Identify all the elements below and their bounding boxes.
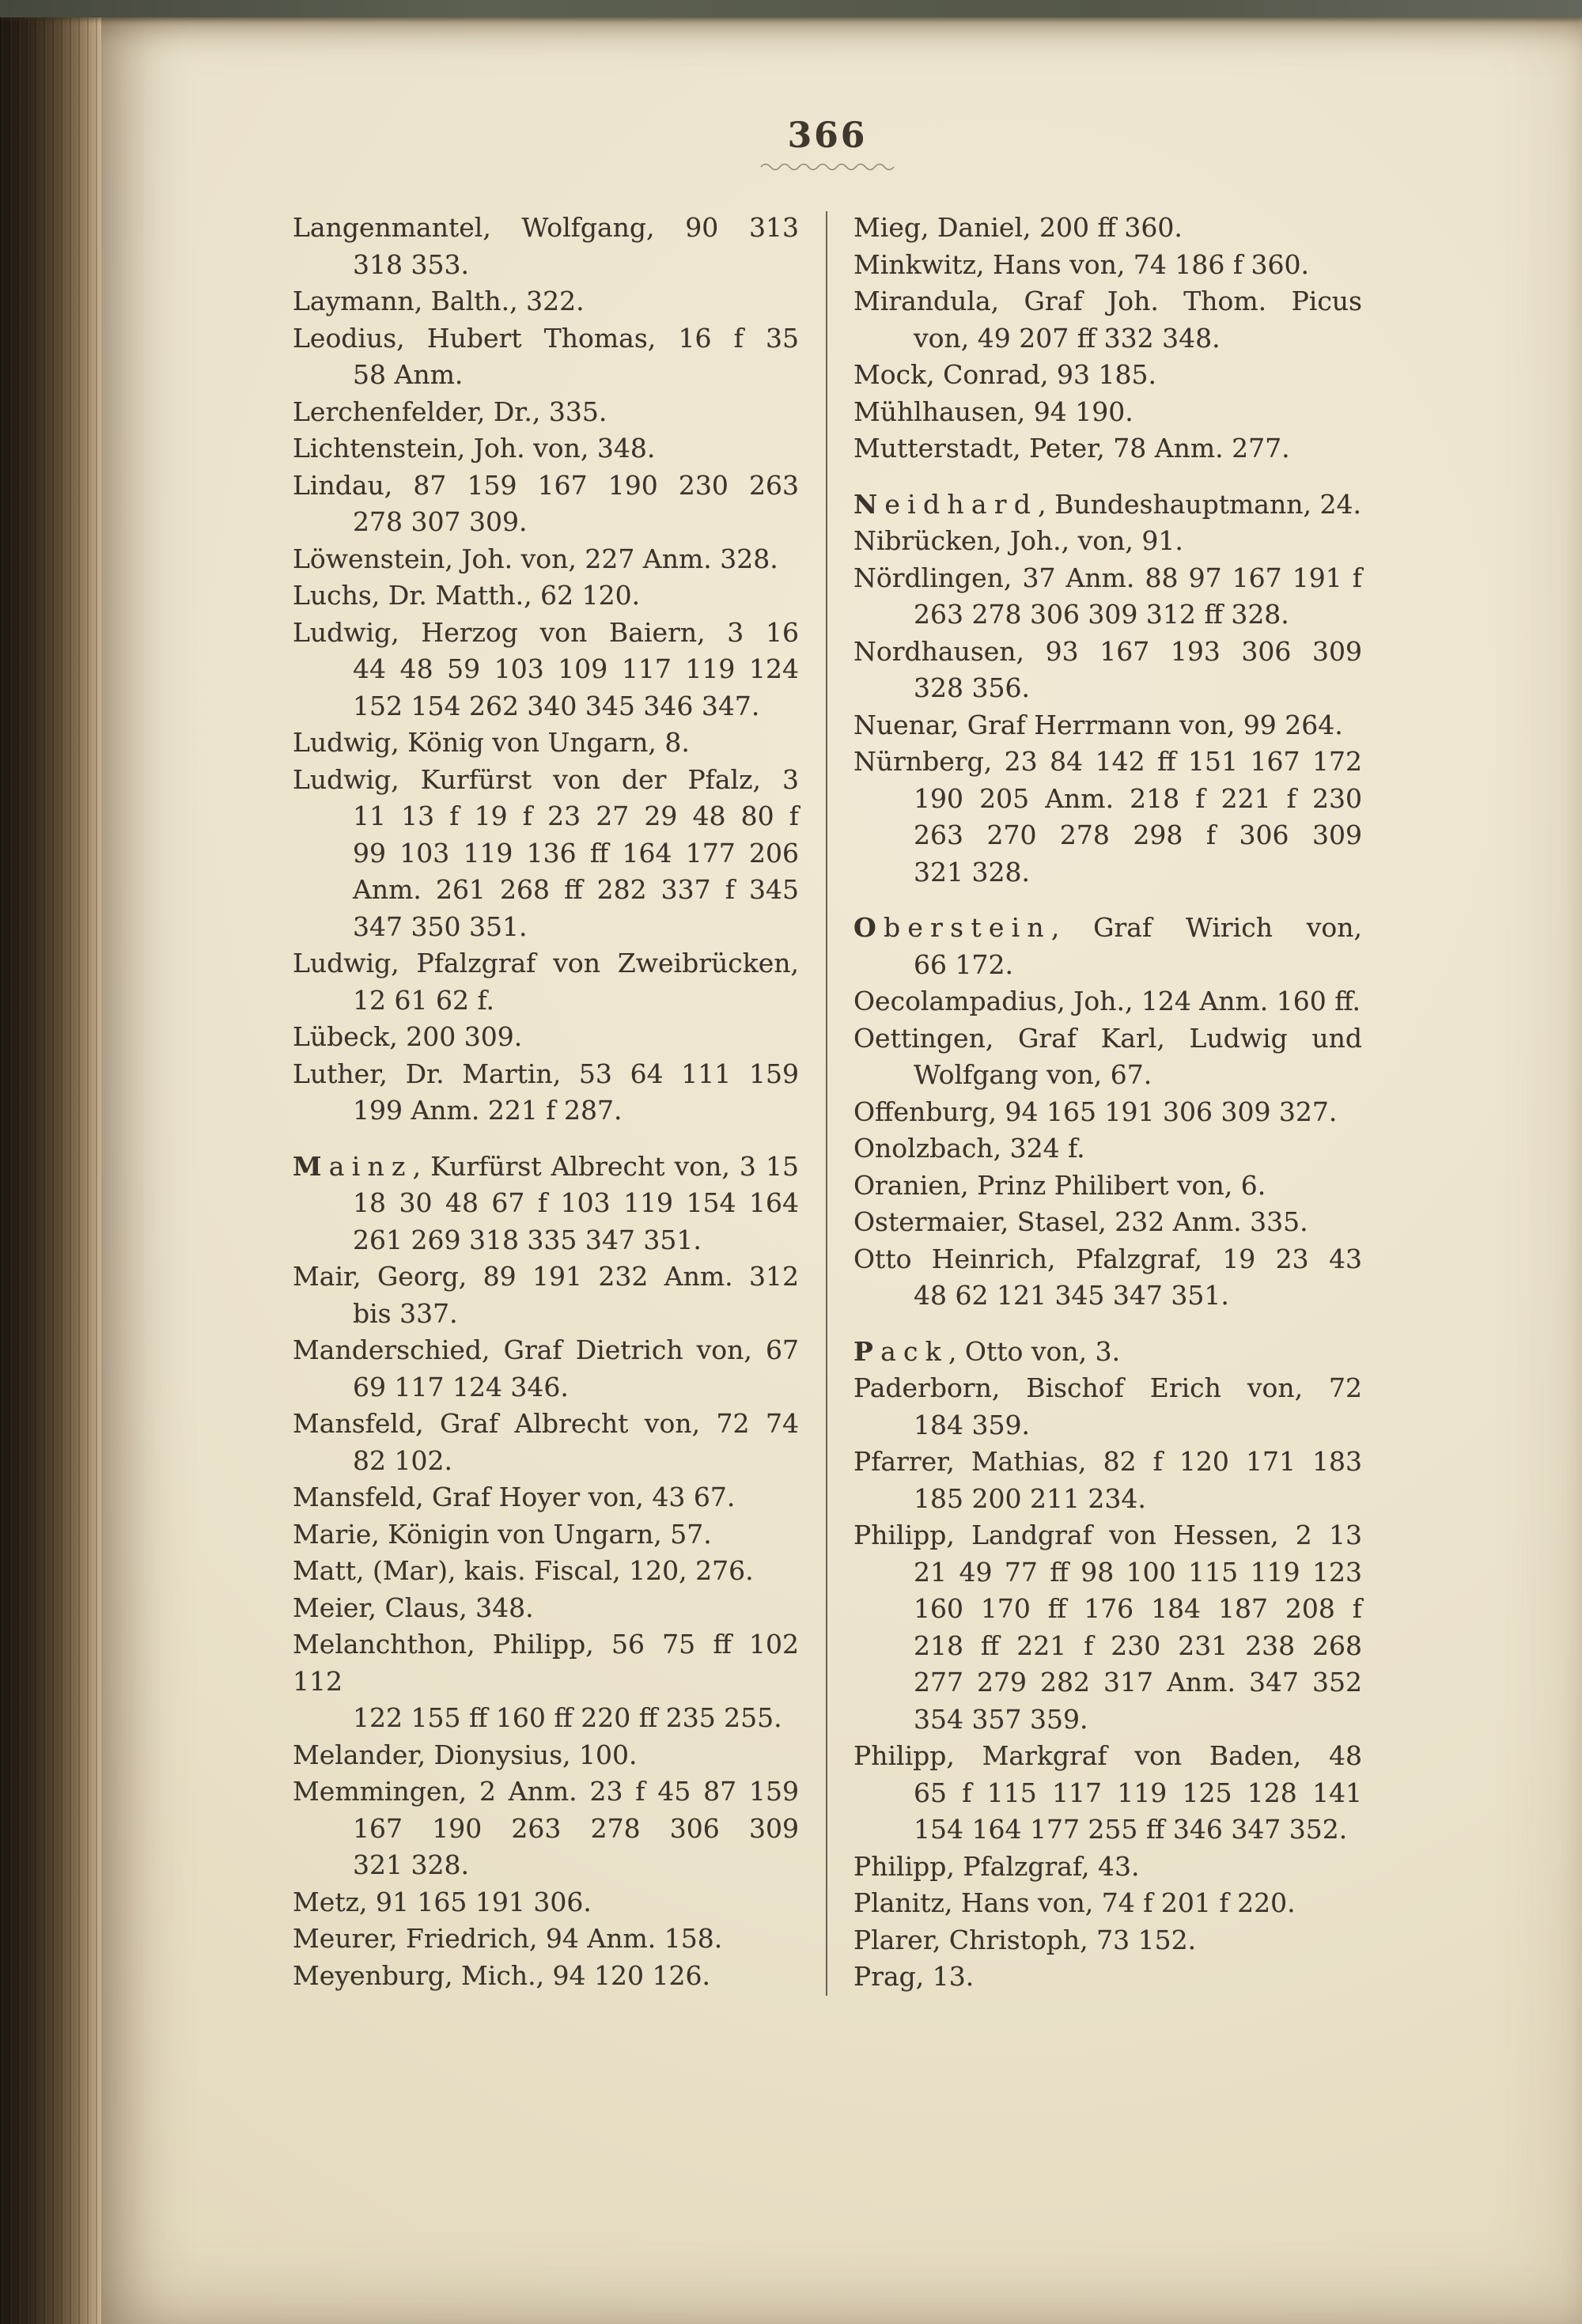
entry-continuation-line: 263 270 278 298 f 306 309 (914, 819, 1362, 850)
entry-continuation-line: 82 102. (353, 1444, 452, 1476)
index-entry (293, 945, 799, 1019)
index-entry (293, 1149, 799, 1259)
entry-head-line: Nördlingen, 37 Anm. 88 97 167 191 f (853, 562, 1362, 593)
entry-continuation-line: 184 359. (914, 1409, 1030, 1440)
entry-head-line: Pack, Otto von, 3. (853, 1335, 1121, 1367)
index-entry (853, 523, 1362, 560)
entry-head-line: Philipp, Markgraf von Baden, 48 (853, 1740, 1362, 1771)
entry-head-line: Metz, 91 165 191 306. (293, 1886, 592, 1917)
index-entry (293, 1516, 799, 1554)
entry-head-line: Oranien, Prinz Philibert von, 6. (853, 1169, 1266, 1201)
section-lead-word: Mainz (293, 1150, 413, 1182)
index-columns (293, 210, 1362, 1996)
entry-continuation-line: 321 328. (914, 856, 1030, 888)
entry-continuation-line: 12 61 62 f. (353, 984, 494, 1016)
entry-head-line: Otto Heinrich, Pfalzgraf, 19 23 43 (853, 1243, 1362, 1274)
entry-continuation-line: 167 190 263 278 306 309 (353, 1812, 799, 1844)
entry-continuation-line: 58 Anm. (353, 359, 464, 390)
index-entry (293, 1332, 799, 1406)
entry-continuation-line: 48 62 121 345 347 351. (914, 1280, 1229, 1311)
index-entry (853, 283, 1362, 357)
index-entry (293, 1406, 799, 1479)
index-entry (293, 283, 799, 320)
index-entry (293, 1553, 799, 1590)
index-entry (293, 577, 799, 615)
index-entry (853, 357, 1362, 394)
entry-head-line: Memmingen, 2 Anm. 23 f 45 87 159 (293, 1776, 799, 1807)
entry-head-line: Pfarrer, Mathias, 82 f 120 171 183 (853, 1446, 1362, 1477)
entry-head-line: Laymann, Balth., 322. (293, 286, 585, 316)
index-entry (293, 1259, 799, 1332)
paper (101, 17, 1582, 2324)
index-entry (293, 762, 799, 946)
entry-head-line: Leodius, Hubert Thomas, 16 f 35 (293, 322, 799, 354)
index-entry (293, 1626, 799, 1737)
entry-head-line: Ludwig, Kurfürst von der Pfalz, 3 (293, 763, 799, 795)
index-entry (293, 394, 799, 431)
entry-head-line: Meier, Claus, 348. (293, 1592, 534, 1623)
index-entry (853, 1738, 1362, 1849)
entry-head-line: Onolzbach, 324 f. (853, 1133, 1085, 1164)
index-entry (853, 634, 1362, 707)
index-entry (293, 1737, 799, 1774)
index-entry (293, 1958, 799, 1995)
entry-head-line: Lerchenfelder, Dr., 335. (293, 396, 607, 427)
section-lead-initial: M (293, 1150, 329, 1182)
index-entry (853, 394, 1362, 431)
entry-head-line: Lübeck, 200 309. (293, 1021, 523, 1052)
entry-continuation-line: 99 103 119 136 ff 164 177 206 (353, 837, 799, 869)
entry-head-line: Meyenburg, Mich., 94 120 126. (293, 1959, 710, 1991)
entry-head-line: Oettingen, Graf Karl, Ludwig und (853, 1022, 1362, 1054)
entry-head-line: Meurer, Friedrich, 94 Anm. 158. (293, 1923, 723, 1954)
page-edges-binding (0, 0, 101, 2324)
entry-head-line: Luchs, Dr. Matth., 62 120. (293, 580, 641, 611)
section-lead-word: Oberstein (853, 912, 1051, 943)
entry-head-line: Oecolampadius, Joh., 124 Anm. 160 ff. (853, 986, 1361, 1016)
index-entry (853, 1370, 1362, 1444)
entry-head-line: Mock, Conrad, 93 185. (853, 359, 1156, 390)
index-entry (293, 1056, 799, 1130)
entry-head-line: Lindau, 87 159 167 190 230 263 (293, 469, 799, 501)
entry-continuation-line: 261 269 318 335 347 351. (353, 1224, 702, 1255)
index-entry (853, 1241, 1362, 1315)
entry-head-line: Oberstein, Graf Wirich von, (853, 912, 1362, 943)
entry-head-line: Philipp, Pfalzgraf, 43. (853, 1850, 1140, 1882)
section-lead-word: Neidhard (853, 488, 1039, 520)
entry-head-line: Matt, (Mar), kais. Fiscal, 120, 276. (293, 1555, 754, 1586)
index-entry (853, 1885, 1362, 1922)
index-entry (293, 320, 799, 394)
entry-head-line: Nürnberg, 23 84 142 ff 151 167 172 (853, 746, 1362, 777)
entry-continuation-line: 18 30 48 67 f 103 119 154 164 (353, 1187, 799, 1218)
entry-head-line: Marie, Königin von Ungarn, 57. (293, 1518, 712, 1550)
index-column-left (293, 210, 799, 1996)
index-entry (293, 541, 799, 578)
entry-head-line: Mühlhausen, 94 190. (853, 396, 1134, 427)
index-entry (853, 1959, 1362, 1996)
index-entry (293, 615, 799, 725)
index-entry (293, 1773, 799, 1884)
entry-continuation-line: 44 48 59 103 109 117 119 124 (353, 653, 799, 684)
column-divider (826, 211, 827, 1996)
entry-head-line: Mair, Georg, 89 191 232 Anm. 312 (293, 1261, 799, 1292)
entry-continuation-line: 21 49 77 ff 98 100 115 119 123 (914, 1556, 1362, 1588)
index-entry (853, 910, 1362, 983)
index-entry (853, 983, 1362, 1020)
entry-continuation-line: 122 155 ff 160 ff 220 ff 235 255. (353, 1702, 782, 1733)
entry-head-line: Mutterstadt, Peter, 78 Anm. 277. (853, 433, 1290, 464)
index-entry (853, 210, 1362, 247)
entry-continuation-line: Wolfgang von, 67. (914, 1059, 1152, 1090)
index-entry (293, 1019, 799, 1056)
entry-continuation-line: 154 164 177 255 ff 346 347 352. (914, 1814, 1348, 1845)
entry-continuation-line: Anm. 261 268 ff 282 337 f 345 (353, 874, 799, 905)
index-entry (853, 1922, 1362, 1959)
index-entry (853, 247, 1362, 284)
entry-continuation-line: bis 337. (353, 1297, 458, 1329)
index-entry (293, 1590, 799, 1627)
section-lead-initial: N (853, 488, 885, 520)
entry-continuation-line: 277 279 282 317 Anm. 347 352 (914, 1667, 1362, 1698)
entry-head-line: Ludwig, Pfalzgraf von Zweibrücken, (293, 948, 799, 978)
entry-continuation-line: 69 117 124 346. (353, 1371, 569, 1402)
entry-continuation-line: 318 353. (353, 248, 469, 280)
entry-continuation-line: 263 278 306 309 312 ff 328. (914, 599, 1289, 630)
index-entry (853, 744, 1362, 891)
index-entry (853, 486, 1362, 524)
index-entry (293, 467, 799, 541)
entry-continuation-line: 328 356. (914, 672, 1030, 703)
entry-head-line: Manderschied, Graf Dietrich von, 67 (293, 1334, 799, 1365)
index-entry (853, 1204, 1362, 1241)
page-number: 366 (787, 115, 868, 156)
entry-continuation-line: 321 328. (353, 1849, 469, 1880)
entry-head-line: Neidhard, Bundeshauptmann, 24. (853, 488, 1361, 520)
index-column-right (853, 210, 1362, 1996)
entry-head-line: Planitz, Hans von, 74 f 201 f 220. (853, 1887, 1296, 1918)
entry-continuation-line: 354 357 359. (914, 1703, 1088, 1735)
entry-continuation-line: 11 13 f 19 f 23 27 29 48 80 f (353, 801, 799, 831)
index-entry (853, 1444, 1362, 1517)
index-entry (293, 430, 799, 467)
entry-continuation-line: von, 49 207 ff 332 348. (914, 322, 1221, 354)
index-entry (853, 430, 1362, 467)
index-entry (853, 560, 1362, 634)
entry-head-line: Nuenar, Graf Herrmann von, 99 264. (853, 709, 1343, 740)
entry-head-line: Mirandula, Graf Joh. Thom. Picus (853, 286, 1362, 316)
index-entry (853, 1130, 1362, 1168)
index-entry (853, 1168, 1362, 1205)
index-entry (853, 1020, 1362, 1094)
index-entry (293, 1921, 799, 1958)
index-entry (293, 1479, 799, 1516)
section-lead-initial: O (853, 912, 884, 943)
entry-head-line: Ludwig, Herzog von Baiern, 3 16 (293, 616, 799, 648)
entry-head-line: Löwenstein, Joh. von, 227 Anm. 328. (293, 543, 778, 574)
entry-continuation-line: 66 172. (914, 948, 1013, 980)
entry-head-line: Ludwig, König von Ungarn, 8. (293, 727, 690, 758)
index-entry (853, 707, 1362, 744)
entry-continuation-line: 65 f 115 117 119 125 128 141 (914, 1777, 1362, 1808)
index-entry (853, 1094, 1362, 1131)
index-entry (293, 210, 799, 283)
entry-continuation-line: 160 170 ff 176 184 187 208 f (914, 1593, 1362, 1624)
entry-head-line: Nordhausen, 93 167 193 306 309 (853, 635, 1362, 667)
index-entry (853, 1334, 1362, 1371)
entry-head-line: Minkwitz, Hans von, 74 186 f 360. (853, 248, 1310, 280)
index-entry (853, 1517, 1362, 1738)
section-lead-initial: P (853, 1335, 881, 1367)
section-lead-word: Pack (853, 1335, 948, 1367)
entry-head-line: Lichtenstein, Joh. von, 348. (293, 433, 656, 464)
page-header (293, 17, 1362, 175)
entry-head-line: Mainz, Kurfürst Albrecht von, 3 15 (293, 1150, 799, 1182)
entry-continuation-line: 185 200 211 234. (914, 1482, 1146, 1514)
entry-continuation-line: 218 ff 221 f 230 231 238 268 (914, 1629, 1362, 1661)
entry-head-line: Ostermaier, Stasel, 232 Anm. 335. (853, 1206, 1308, 1237)
book-cover-edge (0, 0, 1582, 17)
entry-head-line: Plarer, Christoph, 73 152. (853, 1924, 1197, 1955)
entry-head-line: Mieg, Daniel, 200 ff 360. (853, 212, 1183, 243)
index-entry (853, 1849, 1362, 1886)
entry-head-line: Langenmantel, Wolfgang, 90 313 (293, 212, 799, 243)
entry-head-line: Philipp, Landgraf von Hessen, 2 13 (853, 1520, 1362, 1550)
index-entry (293, 1884, 799, 1921)
entry-continuation-line: 278 307 309. (353, 506, 528, 537)
entry-head-line: Luther, Dr. Martin, 53 64 111 159 (293, 1058, 799, 1089)
entry-continuation-line: 347 350 351. (353, 910, 528, 942)
entry-head-line: Paderborn, Bischof Erich von, 72 (853, 1372, 1362, 1403)
entry-continuation-line: 152 154 262 340 345 346 347. (353, 690, 760, 721)
index-entry (293, 725, 799, 762)
entry-continuation-line: 199 Anm. 221 f 287. (353, 1095, 623, 1126)
entry-head-line: Mansfeld, Graf Albrecht von, 72 74 (293, 1408, 799, 1439)
entry-continuation-line: 190 205 Anm. 218 f 221 f 230 (914, 782, 1362, 814)
page-number-underline-ornament (293, 160, 1362, 175)
entry-head-line: Melanchthon, Philipp, 56 75 ff 102 112 (293, 1629, 799, 1697)
entry-head-line: Prag, 13. (853, 1961, 975, 1992)
entry-head-line: Mansfeld, Graf Hoyer von, 43 67. (293, 1482, 736, 1512)
entry-head-line: Nibrücken, Joh., von, 91. (853, 525, 1183, 556)
entry-head-line: Melander, Dionysius, 100. (293, 1739, 638, 1770)
entry-head-line: Offenburg, 94 165 191 306 309 327. (853, 1096, 1338, 1127)
